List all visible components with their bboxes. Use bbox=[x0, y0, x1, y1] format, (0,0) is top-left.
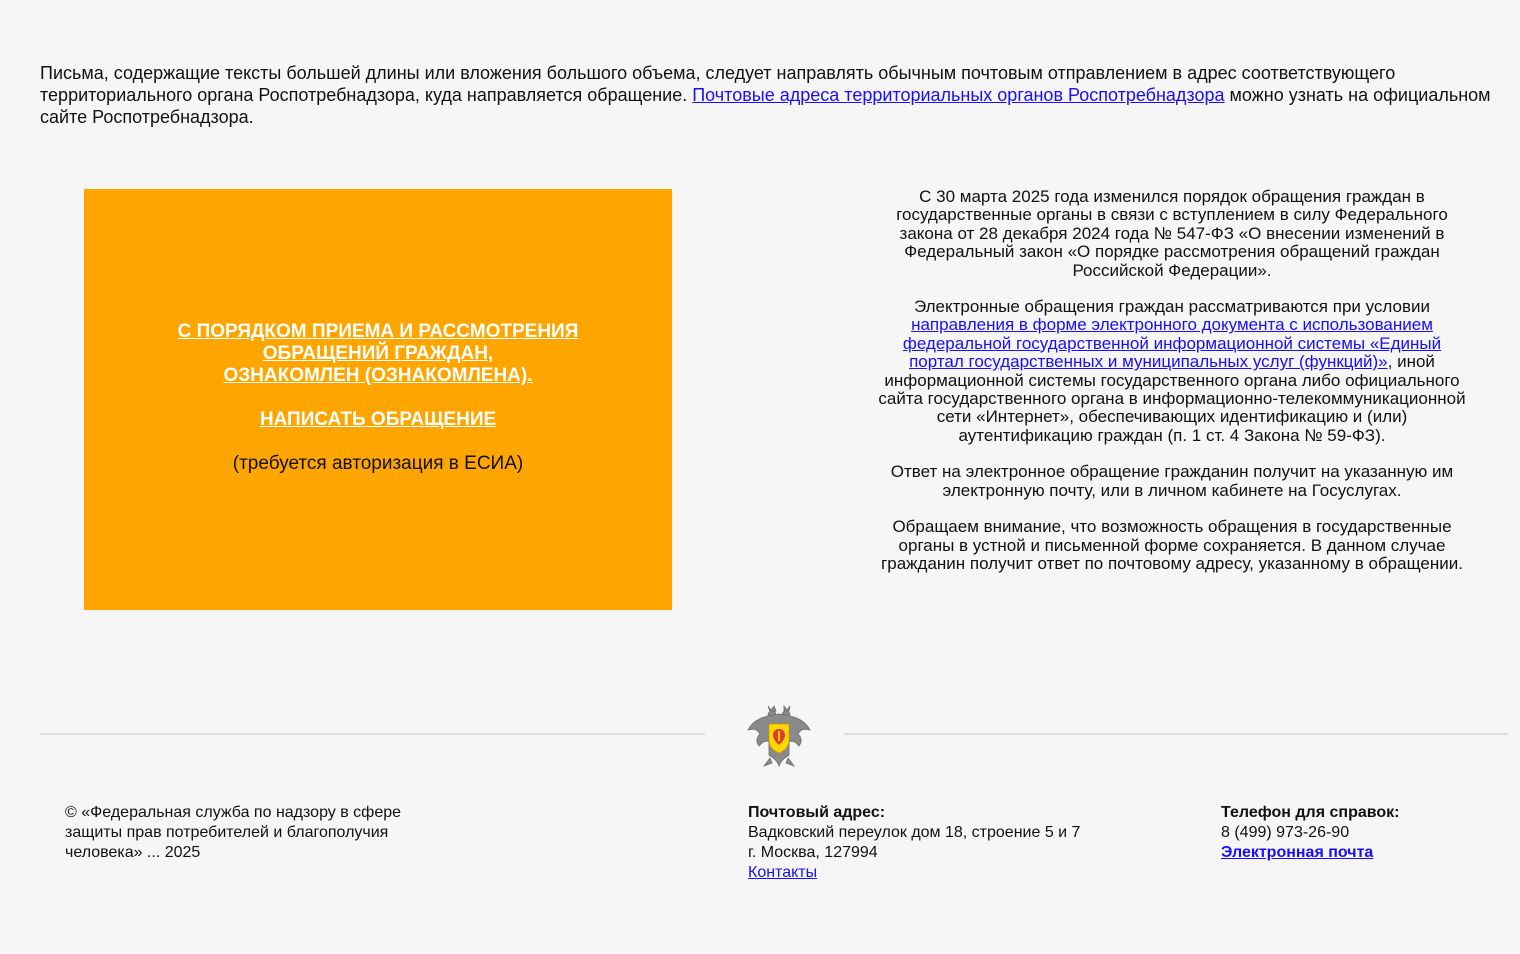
acknowledge-procedure-link[interactable] bbox=[84, 321, 672, 387]
appeal-cta-content bbox=[84, 321, 672, 475]
info-paragraph-2 bbox=[876, 298, 1468, 445]
appeal-cta-panel bbox=[84, 189, 672, 610]
double-headed-eagle-emblem-icon bbox=[744, 700, 814, 770]
contacts-link[interactable]: Контакты bbox=[748, 864, 818, 881]
copyright-line-1: © «Федеральная служба по надзору в сфере bbox=[65, 804, 402, 821]
phone-label: Телефон для справок: bbox=[1221, 804, 1400, 821]
footer-copyright bbox=[65, 803, 445, 863]
intro-tail: можно узнать на официальном сайте Роспотребнадзора. bbox=[40, 85, 1491, 127]
copyright-line-2: защиты прав потребителей и благополучия bbox=[65, 824, 389, 841]
phone-number: 8 (499) 973-26-90 bbox=[1221, 824, 1350, 841]
postal-address-label: Почтовый адрес: bbox=[748, 804, 886, 821]
info-paragraph-3: Ответ на электронное обращение гражданин получит на указанную им электронную почту, или в личном кабинете на Госуслугах. bbox=[890, 462, 1454, 500]
info-p2-after: , иной информационной системы государственного органа либо официального сайта государственного органа в информационно-телекоммуникационной сети «Интернет», обеспечивающих идентификацию и (или) аутентификацию граждан (п. 1 ст. 4 Закона № 59-ФЗ). bbox=[878, 352, 1466, 445]
esia-auth-note: (требуется авторизация в ЕСИА) bbox=[232, 453, 524, 474]
ack-line-3: ОЗНАКОМЛЕН (ОЗНАКОМЛЕНА). bbox=[223, 365, 533, 386]
intro-paragraph bbox=[40, 62, 1510, 128]
info-paragraph-1: С 30 марта 2025 года изменился порядок обращения граждан в государственные органы в связи с вступлением в силу Федерального закона от 28 декабря 2024 года № 547-ФЗ «О внесении изменений в Федеральный закон «О порядке рассмотрения обращений граждан Российской Федерации». bbox=[896, 187, 1448, 280]
info-p2-before: Электронные обращения граждан рассматриваются при условии bbox=[913, 297, 1431, 317]
territorial-addresses-link[interactable]: Почтовые адреса территориальных органов Роспотребнадзора bbox=[692, 85, 1225, 105]
appeal-info-column bbox=[876, 188, 1468, 591]
copyright-line-3: человека» ... 2025 bbox=[65, 844, 201, 861]
intro-text: Письма, содержащие тексты большей длины или вложения большого объема, следует направлять обычным почтовым отправлением в адрес соответствующего территориального органа Роспотребнадзора, куда направляется обращение. bbox=[40, 63, 1396, 105]
write-appeal-link[interactable]: НАПИСАТЬ ОБРАЩЕНИЕ bbox=[259, 409, 497, 430]
ack-line-1: С ПОРЯДКОМ ПРИЕМА И РАССМОТРЕНИЯ bbox=[177, 321, 579, 342]
address-line-1: Вадковский переулок дом 18, строение 5 и 7 bbox=[748, 824, 1081, 841]
footer-phone bbox=[1221, 803, 1481, 863]
email-link[interactable]: Электронная почта bbox=[1221, 844, 1374, 861]
address-line-2: г. Москва, 127994 bbox=[748, 844, 878, 861]
ack-line-2: ОБРАЩЕНИЙ ГРАЖДАН, bbox=[262, 343, 494, 364]
gosuslugi-electronic-document-link[interactable]: направления в форме электронного документа с использованием федеральной государственной информационной системы «Единый портал государственных и муниципальных услуг (функций)» bbox=[902, 315, 1442, 372]
footer-divider-right bbox=[844, 733, 1508, 735]
footer-divider-left bbox=[40, 733, 705, 735]
footer-postal-address bbox=[748, 803, 1148, 883]
info-paragraph-4: Обращаем внимание, что возможность обращения в государственные органы в устной и письменной форме сохраняется. В данном случае гражданин получит ответ по почтовому адресу, указанному в обращении. bbox=[881, 517, 1463, 573]
